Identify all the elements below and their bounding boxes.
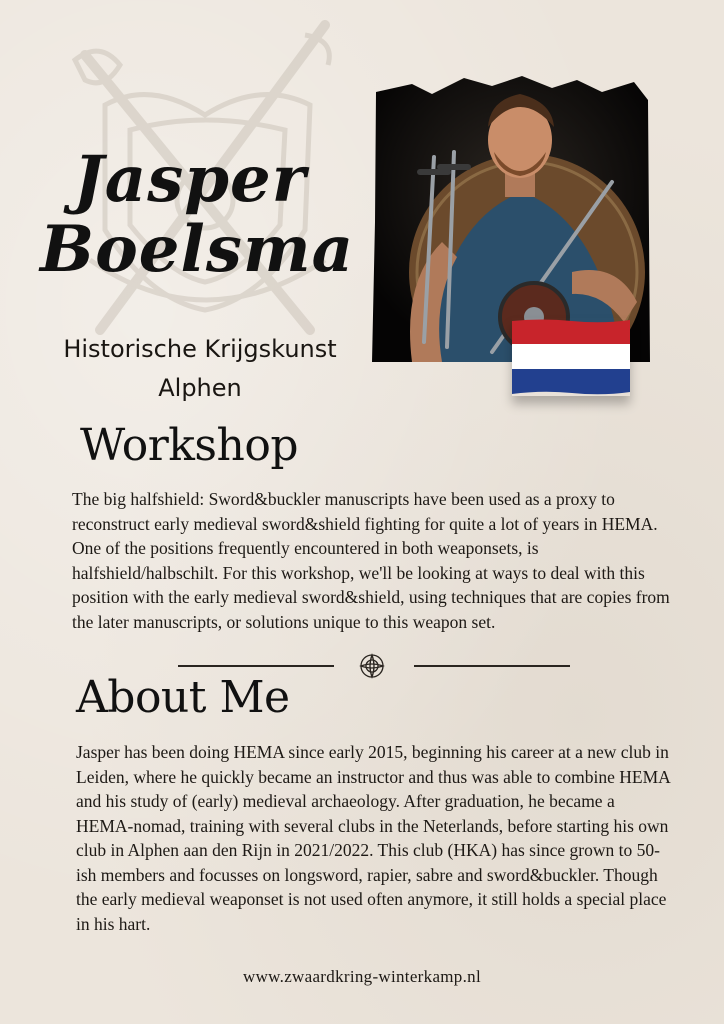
speaker-last-name: Boelsma xyxy=(40,212,355,287)
website-link[interactable]: www.zwaardkring-winterkamp.nl xyxy=(243,967,481,986)
divider-line-right xyxy=(414,665,570,667)
workshop-description: The big halfshield: Sword&buckler manuscripts have been used as a proxy to reconstruct early medieval sword&shield fighting for quite a lot of years in HEMA. One of the positions frequently encountered in both weaponsets, is halfshield/halbschilt. For this workshop, we'll be looking at ways to deal with this position with the early medieval sword&shield, using techniques that are copies from the later manuscripts, or solutions unique to this weapon set. xyxy=(72,489,670,632)
speaker-first-name: Jasper xyxy=(73,142,307,217)
about-description: Jasper has been doing HEMA since early 2015, beginning his career at a new club in Leiden, where he quickly became an instructor and thus was able to combine HEMA and his study of (early) medieval archaeology. After graduation, he became a HEMA-nomad, training with several clubs in the Neterlands, before starting his own club in Alphen aan den Rijn in 2021/2022. This club (HKA) has since grown to 50-ish members and focusses on longsword, rapier, sabre and sword&buckler. Though the early medieval weaponset is not used often anymore, it still holds a special place in his hart. xyxy=(76,742,670,934)
club-location: Alphen xyxy=(158,374,242,402)
club-name: Historische Krijgskunst xyxy=(63,335,337,363)
ornament-divider-icon xyxy=(358,653,386,679)
workshop-heading: Workshop xyxy=(80,420,298,471)
dutch-flag-icon xyxy=(512,318,630,396)
divider-line-left xyxy=(178,665,334,667)
about-heading: About Me xyxy=(76,672,290,723)
